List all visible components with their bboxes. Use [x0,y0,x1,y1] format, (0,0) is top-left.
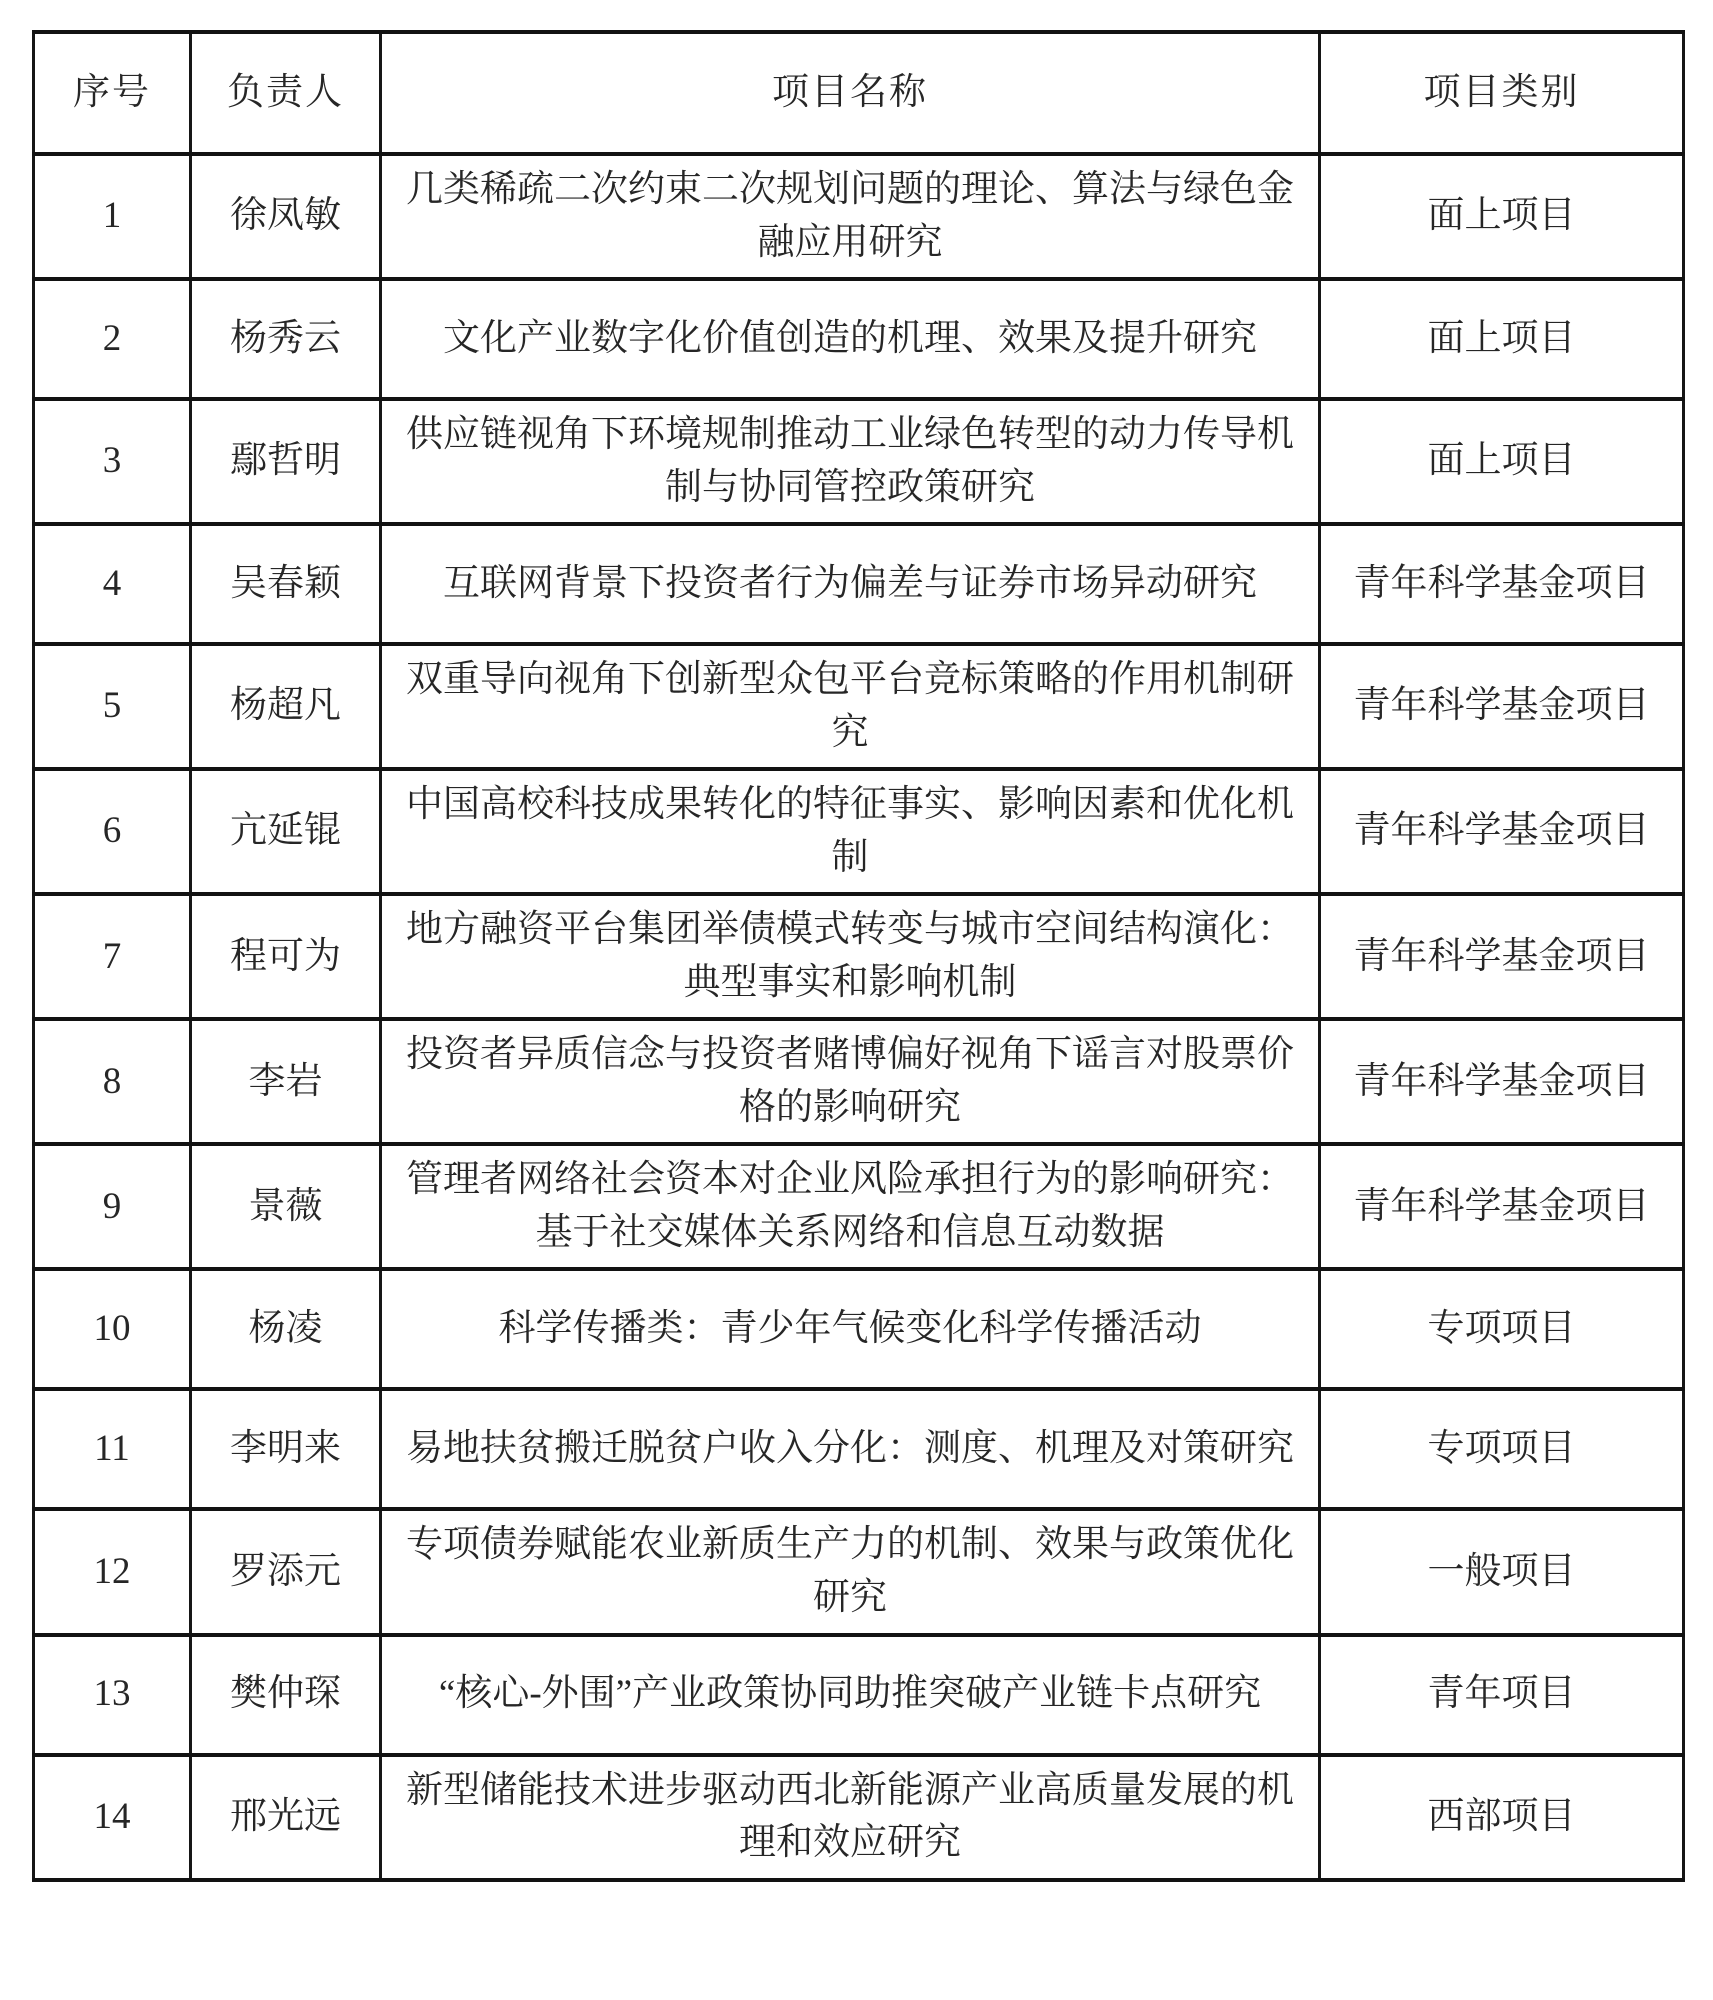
row-number-cell: 11 [34,1389,191,1509]
table-row [34,894,1684,1019]
project-title-cell: 双重导向视角下创新型众包平台竞标策略的作用机制研究 [381,644,1320,769]
leader-name-cell: 杨秀云 [191,279,381,399]
project-category-cell: 青年科学基金项目 [1320,1019,1684,1144]
projects-table [32,30,1685,1882]
leader-name-cell: 徐凤敏 [191,154,381,279]
project-category-cell: 面上项目 [1320,279,1684,399]
leader-name-cell: 罗添元 [191,1509,381,1634]
column-header-category: 项目类别 [1320,32,1684,154]
leader-name-cell: 鄢哲明 [191,399,381,524]
project-category-cell: 青年科学基金项目 [1320,524,1684,644]
table-header-row [34,32,1684,154]
table-row [34,1019,1684,1144]
project-title-cell: 几类稀疏二次约束二次规划问题的理论、算法与绿色金融应用研究 [381,154,1320,279]
table-row [34,1755,1684,1880]
project-title-cell: 中国高校科技成果转化的特征事实、影响因素和优化机制 [381,769,1320,894]
leader-name-cell: 邢光远 [191,1755,381,1880]
project-title-cell: 科学传播类：青少年气候变化科学传播活动 [381,1269,1320,1389]
project-category-cell: 专项项目 [1320,1269,1684,1389]
project-category-cell: 专项项目 [1320,1389,1684,1509]
row-number-cell: 7 [34,894,191,1019]
project-title-cell: 投资者异质信念与投资者赌博偏好视角下谣言对股票价格的影响研究 [381,1019,1320,1144]
project-title-cell: “核心-外围”产业政策协同助推突破产业链卡点研究 [381,1635,1320,1755]
leader-name-cell: 杨凌 [191,1269,381,1389]
row-number-cell: 10 [34,1269,191,1389]
project-title-cell: 易地扶贫搬迁脱贫户收入分化：测度、机理及对策研究 [381,1389,1320,1509]
row-number-cell: 1 [34,154,191,279]
table-row [34,279,1684,399]
project-category-cell: 青年科学基金项目 [1320,1144,1684,1269]
project-category-cell: 西部项目 [1320,1755,1684,1880]
table-row [34,1269,1684,1389]
table-row [34,1635,1684,1755]
row-number-cell: 14 [34,1755,191,1880]
project-category-cell: 青年科学基金项目 [1320,894,1684,1019]
leader-name-cell: 吴春颖 [191,524,381,644]
row-number-cell: 2 [34,279,191,399]
project-title-cell: 管理者网络社会资本对企业风险承担行为的影响研究：基于社交媒体关系网络和信息互动数据 [381,1144,1320,1269]
project-category-cell: 一般项目 [1320,1509,1684,1634]
project-category-cell: 青年科学基金项目 [1320,644,1684,769]
leader-name-cell: 程可为 [191,894,381,1019]
table-header [34,32,1684,154]
project-category-cell: 面上项目 [1320,399,1684,524]
column-header-leader: 负责人 [191,32,381,154]
project-title-cell: 新型储能技术进步驱动西北新能源产业高质量发展的机理和效应研究 [381,1755,1320,1880]
table-row [34,524,1684,644]
leader-name-cell: 景薇 [191,1144,381,1269]
project-title-cell: 地方融资平台集团举债模式转变与城市空间结构演化：典型事实和影响机制 [381,894,1320,1019]
project-title-cell: 互联网背景下投资者行为偏差与证券市场异动研究 [381,524,1320,644]
table-row [34,1144,1684,1269]
table-row [34,1509,1684,1634]
row-number-cell: 3 [34,399,191,524]
table-row [34,644,1684,769]
leader-name-cell: 亢延锟 [191,769,381,894]
row-number-cell: 9 [34,1144,191,1269]
leader-name-cell: 李岩 [191,1019,381,1144]
row-number-cell: 12 [34,1509,191,1634]
row-number-cell: 6 [34,769,191,894]
leader-name-cell: 樊仲琛 [191,1635,381,1755]
table-body [34,154,1684,1880]
project-category-cell: 青年项目 [1320,1635,1684,1755]
project-title-cell: 供应链视角下环境规制推动工业绿色转型的动力传导机制与协同管控政策研究 [381,399,1320,524]
table-row [34,399,1684,524]
column-header-no: 序号 [34,32,191,154]
row-number-cell: 5 [34,644,191,769]
project-title-cell: 文化产业数字化价值创造的机理、效果及提升研究 [381,279,1320,399]
project-title-cell: 专项债券赋能农业新质生产力的机制、效果与政策优化研究 [381,1509,1320,1634]
table-row [34,769,1684,894]
row-number-cell: 8 [34,1019,191,1144]
projects-table-container [32,30,1682,1882]
row-number-cell: 4 [34,524,191,644]
column-header-title: 项目名称 [381,32,1320,154]
row-number-cell: 13 [34,1635,191,1755]
table-row [34,1389,1684,1509]
project-category-cell: 面上项目 [1320,154,1684,279]
project-category-cell: 青年科学基金项目 [1320,769,1684,894]
leader-name-cell: 杨超凡 [191,644,381,769]
leader-name-cell: 李明来 [191,1389,381,1509]
table-row [34,154,1684,279]
